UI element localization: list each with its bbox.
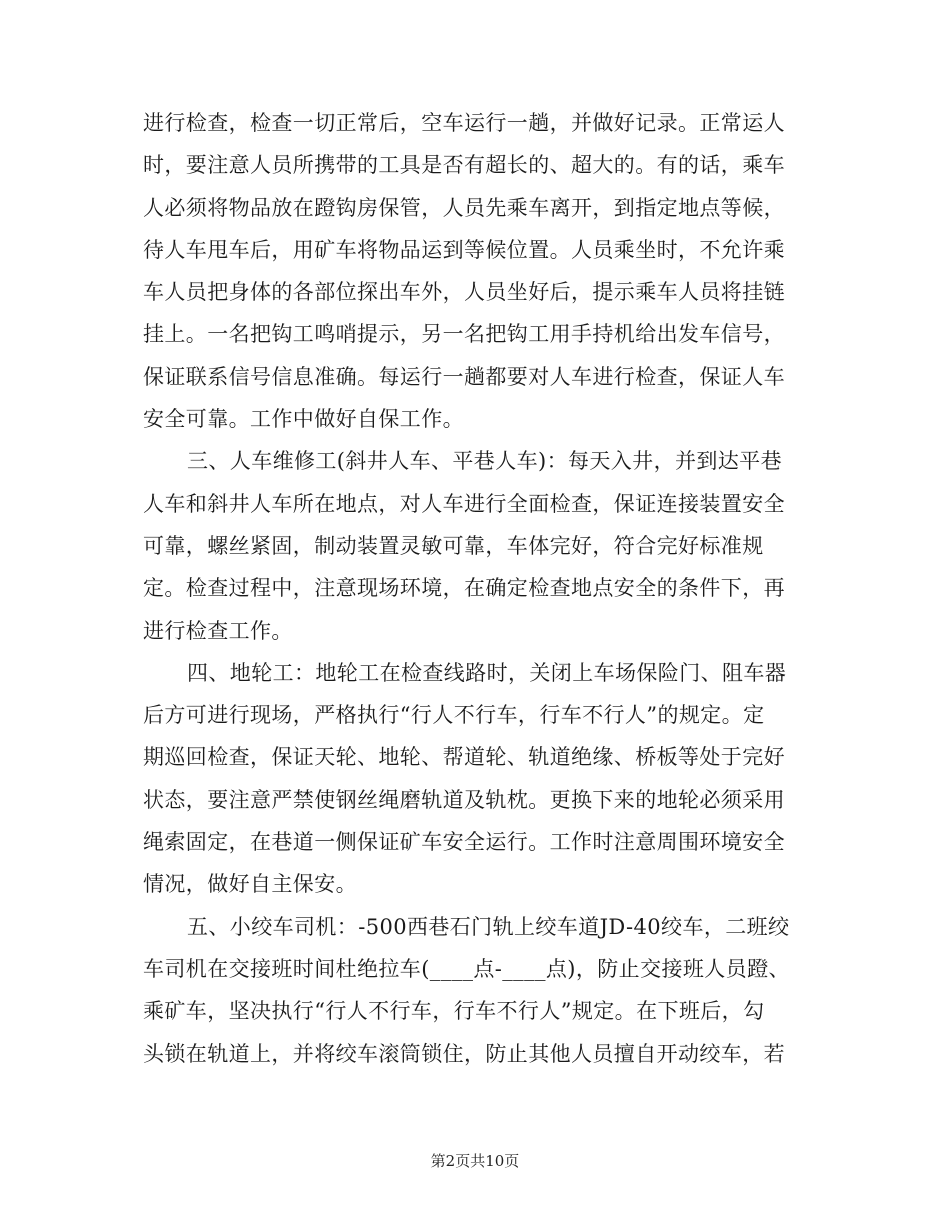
text-line: 人车和斜井人车所在地点，对人车进行全面检查，保证连接装置安全 — [143, 491, 785, 516]
page-number: 第2页共10页 — [430, 1152, 520, 1170]
text-line: 车司机在交接班时间杜绝拉车(____点-____点)，防止交接班人员蹬、 — [143, 956, 790, 981]
paragraph-4 — [143, 906, 803, 1075]
text-line: 乘矿车，坚决执行“行人不行车，行车不行人”规定。在下班后，勾 — [143, 999, 765, 1024]
text-line: 进行检查，检查一切正常后，空车运行一趟，并做好记录。正常运人 — [143, 111, 785, 135]
text-line: 车人员把身体的各部位探出车外，人员坐好后，提示乘车人员将挂链 — [143, 280, 785, 305]
text-line: 四、地轮工：地轮工在检查线路时，关闭上车场保险门、阻车器 — [187, 660, 787, 685]
text-line: 后方可进行现场，严格执行“行人不行车，行车不行人”的规定。定 — [143, 703, 765, 728]
text-line: 安全可靠。工作中做好自保工作。 — [143, 407, 464, 432]
text-line: 定。检查过程中，注意现场环境，在确定检查地点安全的条件下，再 — [143, 576, 785, 601]
text-line: 时，要注意人员所携带的工具是否有超长的、超大的。有的话，乘车 — [143, 153, 785, 178]
text-line: 头锁在轨道上，并将绞车滚筒锁住，防止其他人员擅自开动绞车，若 — [143, 1041, 785, 1066]
paragraph-1 — [143, 102, 803, 440]
text-line: 人必须将物品放在蹬钩房保管，人员先乘车离开，到指定地点等候， — [143, 195, 785, 220]
text-line: 保证联系信号信息准确。每运行一趟都要对人车进行检查，保证人车 — [143, 364, 785, 389]
paragraph-3 — [143, 652, 803, 906]
text-line: 情况，做好自主保安。 — [143, 872, 357, 897]
text-line: 绳索固定，在巷道一侧保证矿车安全运行。工作时注意周围环境安全 — [143, 830, 785, 855]
text-line: 五、小绞车司机：-500西巷石门轨上绞车道JD-40绞车，二班绞 — [187, 914, 790, 939]
text-line: 状态，要注意严禁使钢丝绳磨轨道及轨枕。更换下来的地轮必须采用 — [143, 787, 785, 812]
paragraph-2 — [143, 440, 803, 651]
text-line: 进行检查工作。 — [143, 618, 293, 643]
document-body — [143, 102, 803, 1075]
text-line: 可靠，螺丝紧固，制动装置灵敏可靠，车体完好，符合完好标准规 — [143, 533, 764, 558]
text-line: 挂上。一名把钩工鸣哨提示，另一名把钩工用手持机给出发车信号， — [143, 322, 785, 347]
text-line: 待人车甩车后，用矿车将物品运到等候位置。人员乘坐时，不允许乘 — [143, 237, 785, 262]
text-line: 三、人车维修工(斜井人车、平巷人车)：每天入井，并到达平巷 — [187, 449, 782, 474]
text-line: 期巡回检查，保证天轮、地轮、帮道轮、轨道绝缘、桥板等处于完好 — [143, 745, 785, 770]
